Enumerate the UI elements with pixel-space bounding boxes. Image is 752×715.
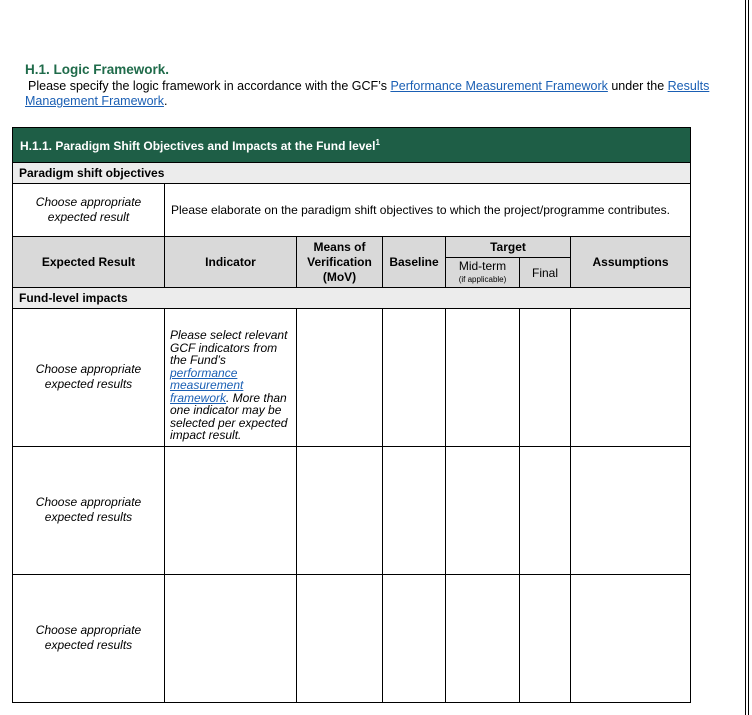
indicator-instructions	[170, 329, 291, 442]
results-management-framework-link[interactable]: Results Management Framework	[25, 79, 710, 108]
midterm-note: (if applicable)	[458, 274, 507, 284]
indicator-note-text: . More than one indicator may be selected per expected impact result.	[170, 390, 288, 442]
banner-text: H.1.1. Paradigm Shift Objectives and Impacts at the Fund level	[20, 138, 376, 153]
paradigm-elaborate-field[interactable]: Please elaborate on the paradigm shift objectives to which the project/programme contributes.	[165, 184, 691, 237]
paradigm-expected-result-select[interactable]: Choose appropriate expected result	[13, 184, 165, 237]
intro-text: .	[163, 94, 168, 108]
midterm-cell[interactable]	[446, 574, 520, 702]
col-assumptions: Assumptions	[571, 237, 691, 288]
indicator-cell[interactable]	[165, 446, 297, 574]
baseline-cell[interactable]	[383, 446, 446, 574]
col-midterm	[446, 258, 520, 288]
mov-cell[interactable]	[297, 574, 383, 702]
baseline-cell[interactable]	[383, 574, 446, 702]
indicator-cell[interactable]	[165, 309, 297, 447]
table-banner	[13, 128, 691, 163]
col-target: Target	[446, 237, 571, 258]
final-cell[interactable]	[520, 446, 571, 574]
indicator-cell[interactable]	[165, 574, 297, 702]
expected-result-select[interactable]: Choose appropriate expected results	[13, 574, 165, 702]
page-edge-line	[748, 0, 749, 715]
col-mov: Means of Verification (MoV)	[297, 237, 383, 288]
baseline-cell[interactable]	[383, 309, 446, 447]
expected-result-select[interactable]: Choose appropriate expected results	[13, 309, 165, 447]
mov-cell[interactable]	[297, 446, 383, 574]
page-edge-line	[745, 0, 746, 715]
col-indicator: Indicator	[165, 237, 297, 288]
table-row	[13, 309, 691, 447]
intro-text: Please specify the logic framework in accordance with the GCF’s	[28, 79, 391, 93]
paradigm-shift-header: Paradigm shift objectives	[13, 163, 691, 184]
section-title: H.1. Logic Framework.	[25, 62, 170, 77]
assumptions-cell[interactable]	[571, 309, 691, 447]
section-intro	[25, 79, 725, 109]
intro-text: under the	[607, 79, 668, 93]
midterm-cell[interactable]	[446, 309, 520, 447]
assumptions-cell[interactable]	[571, 574, 691, 702]
table-row	[13, 574, 691, 702]
fund-level-impacts-header: Fund-level impacts	[13, 288, 691, 309]
final-cell[interactable]	[520, 574, 571, 702]
footnote-marker: 1	[375, 137, 380, 147]
col-expected-result: Expected Result	[13, 237, 165, 288]
col-final: Final	[520, 258, 571, 288]
col-baseline: Baseline	[383, 237, 446, 288]
logic-framework-table	[12, 127, 691, 703]
performance-framework-link[interactable]: performance measurement framework	[170, 365, 244, 405]
expected-result-select[interactable]: Choose appropriate expected results	[13, 446, 165, 574]
performance-measurement-framework-link[interactable]: Performance Measurement Framework	[390, 79, 608, 93]
midterm-cell[interactable]	[446, 446, 520, 574]
midterm-label: Mid-term	[458, 258, 507, 273]
table-row	[13, 446, 691, 574]
indicator-note-text: Please select relevant GCF indicators from the Fund’s	[170, 328, 288, 367]
assumptions-cell[interactable]	[571, 446, 691, 574]
final-cell[interactable]	[520, 309, 571, 447]
mov-cell[interactable]	[297, 309, 383, 447]
